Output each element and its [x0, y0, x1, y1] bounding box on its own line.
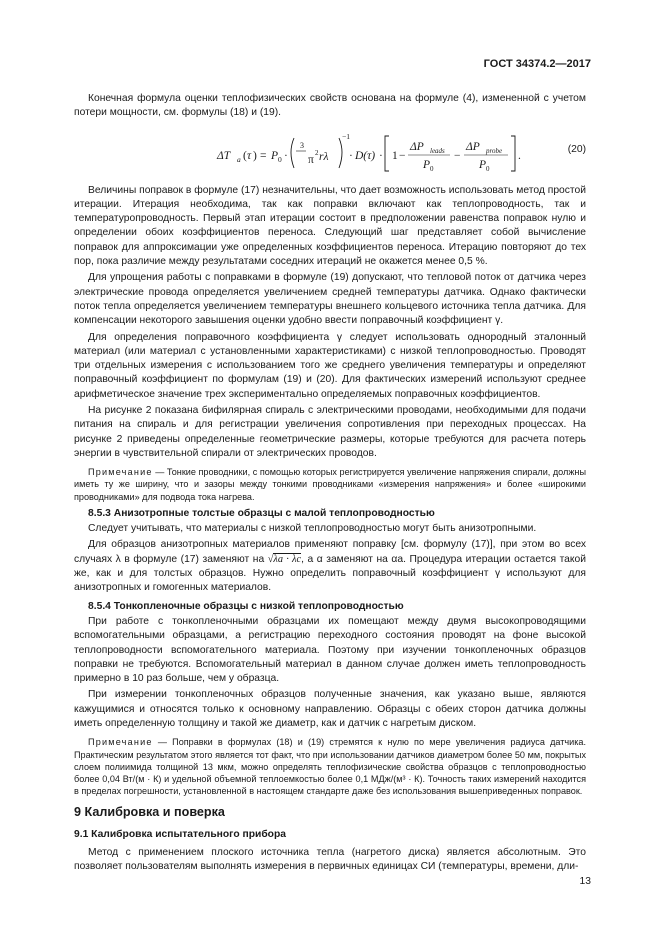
- formula-minus-1: −: [399, 149, 406, 162]
- paragraph-1: Величины поправок в формуле (17) незначительны, что дает возможность использовать метод простой итерации. Итерация необходима, так как поправки включают как теплопроводность, так и температуропроводность. Первый этап итерации состоит в предположении равенства поправок нулю и определении обоих коэффициентов переноса. Следующий шаг представляет собой вычисление поправок для аппроксимации уже определенных коэффициентов переноса. Итерацию повторяют до тех пор, пока различие между результатами соседних итераций не окажется менее 0,5 %.: [74, 184, 586, 268]
- intro-paragraph: Конечная формула оценки теплофизических свойств основана на формуле (4), измененной с учетом потери мощности, см. формулы (18) и (19).: [74, 93, 586, 119]
- formula-paren-open: (: [243, 149, 247, 162]
- formula-probe-sub: probe: [486, 146, 503, 155]
- note-1: [74, 466, 586, 503]
- formula-number: (20): [567, 143, 586, 155]
- formula-p0-den-1-sub: 0: [430, 164, 434, 173]
- note-2: [74, 736, 586, 797]
- formula-bigparen-right: [339, 138, 342, 168]
- formula-pow2: 2: [315, 148, 319, 157]
- formula-leads-sub: leads: [430, 146, 445, 155]
- formula-exp: −1: [342, 131, 350, 141]
- formula-minus-2: −: [454, 149, 461, 162]
- formula-bracket-right: [511, 136, 515, 171]
- section-9-1-title: 9.1 Калибровка испытательного прибора: [74, 828, 286, 840]
- paragraph-4: На рисунке 2 показана бифилярная спираль с электрическими проводами, необходимыми для подачи питания на спираль и для регистрации увеличения сопротивления при переходных процессах. На рисунке 2 приведены определенные геометрические размеры, которые требуются для расчета потерь энергии в чувствительной спирали от электрических проводов.: [74, 405, 586, 459]
- formula-20-svg: [74, 126, 586, 176]
- document-body: [74, 92, 586, 875]
- formula-one: 1: [392, 149, 398, 162]
- formula-tau: τ: [247, 149, 252, 162]
- section-8-5-3-p1: Следует учитывать, что материалы с низкой теплопроводностью могут быть анизотропными.: [88, 523, 537, 535]
- formula-period: .: [518, 149, 521, 162]
- section-8-5-3-p2a: Для образцов анизотропных материалов применяют поправку [см. формулу (17)], при этом во всех случаях λ в формуле (17) заменяют на: [74, 539, 586, 565]
- section-8-5-4-p2: При измерении тонкопленочных образцов полученные значения, как указано выше, являются кажущимися и относятся только к основному направлению. Образцы с обеих сторон датчика должны иметь определенную толщину и такой же диаметр, как и датчик с нагретым диском.: [74, 689, 586, 729]
- section-8-5-4-title: 8.5.4 Тонкопленочные образцы с низкой теплопроводностью: [88, 600, 404, 612]
- formula-r-lambda: rλ: [319, 150, 329, 163]
- section-8-5-3-title: 8.5.3 Анизотропные толстые образцы с малой теплопроводностью: [88, 507, 435, 519]
- formula-dp-leads: ΔP: [410, 140, 424, 153]
- formula-pi: π: [308, 153, 314, 166]
- section-8-5-3-p2: [74, 538, 586, 595]
- formula-dot-2: ·: [349, 149, 353, 162]
- formula-p0-den-1: P: [423, 158, 431, 171]
- section-9-1-p1: Метод с применением плоского источника тепла (нагретого диска) является абсолютным. Это позволяет пользователям выполнять измерения в первичных единицах СИ (температуры, времени, дли-: [74, 846, 586, 873]
- formula-dot-3: ·: [379, 149, 383, 162]
- formula-bigparen-left: [291, 138, 294, 168]
- formula-frac-num: 3: [300, 140, 304, 150]
- page-number: 13: [579, 876, 591, 887]
- paragraph-3: Для определения поправочного коэффициента γ следует использовать однородный эталонный материал (или материал с установленными характеристиками) с низкой теплопроводностью. Проводят три отдельных измерения с использованием того же среднего увеличения температуры и определяют поправочный коэффициент по формулам (19) и (20). Для фактических измерений используют среднее арифметическое значение трех экспериментально определяемых поправочных коэффициентов.: [74, 331, 586, 400]
- formula-bracket-left: [385, 136, 389, 171]
- formula-dp-probe: ΔP: [466, 140, 480, 153]
- formula-lhs-sub: a: [237, 154, 241, 164]
- formula-paren-close: ): [253, 149, 257, 162]
- formula-lhs: ΔT: [217, 149, 231, 162]
- formula-p0-den-2-sub: 0: [486, 164, 490, 173]
- note-2-label: Примечание: [88, 737, 153, 748]
- sqrt-expression: √λa · λc: [267, 553, 302, 565]
- note-1-text: — Тонкие проводники, с помощью которых регистрируется увеличение напряжения спирали, должны иметь ту же ширину, что и зазоры между тонкими проводниками «измерения напряжения» и более «широкими проводниками» для подвода тока нагрева.: [74, 467, 586, 502]
- formula-p0-den-2: P: [479, 158, 487, 171]
- formula-20: [74, 126, 586, 176]
- formula-dot-1: ·: [284, 149, 288, 162]
- section-8-5-3-p2b: , а α заменяют на αa. Процедура итерации остается такой же, как и для толстых образцов. Нужно определить поправочный коэффициент γ используют для анизотропных и гомогенных материалов.: [74, 553, 586, 594]
- note-1-label: Примечание: [88, 467, 153, 478]
- formula-eq: =: [260, 149, 267, 162]
- sqrt-radicand: λa · λc: [273, 553, 302, 565]
- section-8-5-4-p1: При работе с тонкопленочными образцами их помещают между двумя высокопроводящими вспомогательными образцами, а регистрацию переходного состояния проводят на фоне высокой теплопроводности вспомогательного материала. Поэтому при изучении тонкопленочных образцов поправки не требуются. Вспомогательный материал в данном случае должен иметь теплопроводность примерно в 10 раз больше, чем у образца.: [74, 615, 586, 685]
- formula-p0: P: [271, 149, 279, 162]
- paragraph-2: Для упрощения работы с поправками в формуле (19) допускают, что тепловой поток от датчика через электрические провода определяется увеличением средней температуры датчика. Однако фактически поток тепла определяется увеличением температуры внешнего кольцевого источника тепла датчика. Для компенсации некоторого завышения оценки удобно ввести поправочный коэффициент γ.: [74, 272, 586, 327]
- formula-d-tau: D(τ): [355, 149, 376, 162]
- formula-p0-sub: 0: [278, 154, 282, 164]
- section-9-title: 9 Калибровка и поверка: [74, 805, 225, 820]
- note-2-text: — Поправки в формулах (18) и (19) стремятся к нулю по мере увеличения радиуса датчика. Практическим результатом этого является тот факт, что при использовании датчиков диаметром более 50 мм, покрытых слоем полиимида толщиной 13 мкм, можно определять теплофизические свойства образцов с теплопроводностью более 0,04 Вт/(м · К) и удельной объемной теплоемкостью более 0,1 МДж/(м³ · К). Точность таких измерений находится в пределах погрешности, установленной в настоящем стандарте даже без использования вышеприведенных поправок.: [74, 737, 586, 797]
- standard-header: ГОСТ 34374.2—2017: [483, 58, 591, 70]
